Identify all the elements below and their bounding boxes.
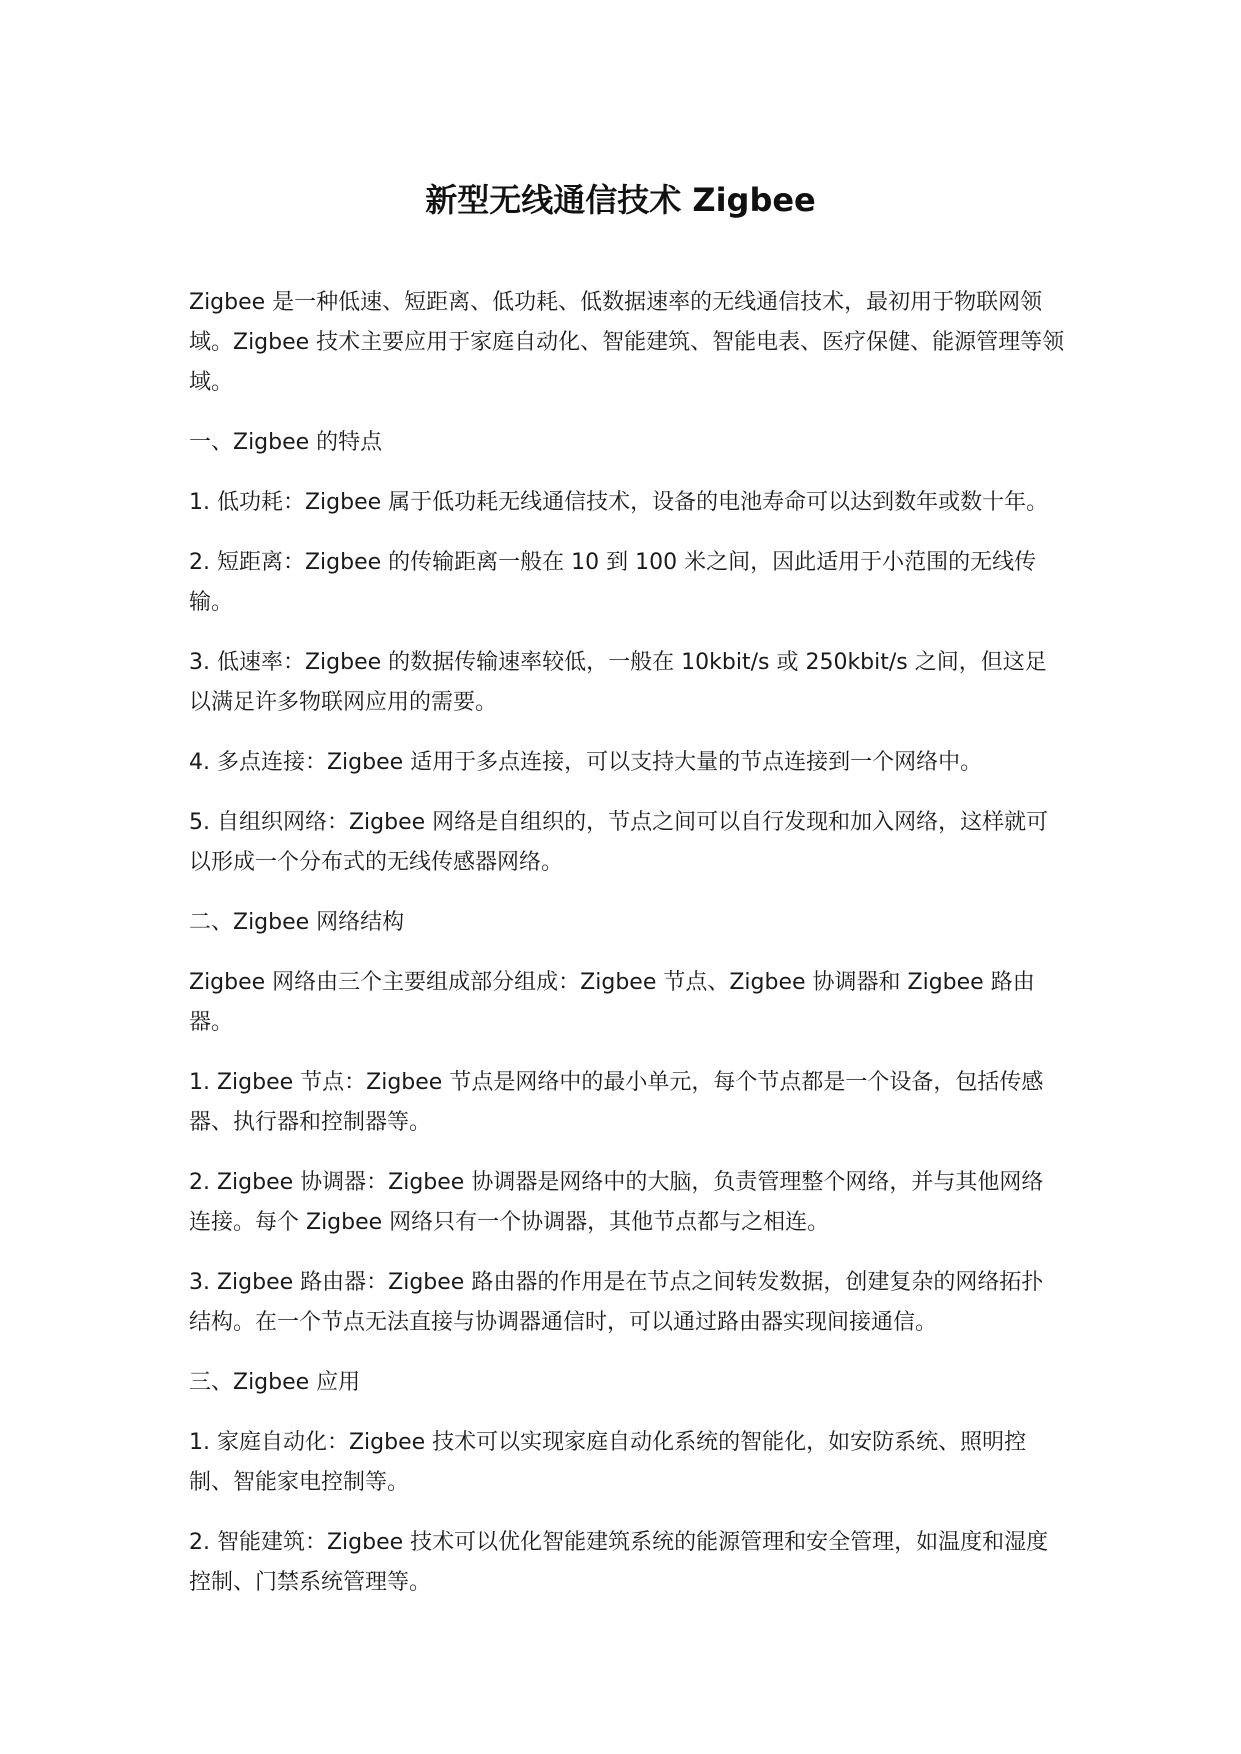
body-paragraph: Zigbee 网络由三个主要组成部分组成：Zigbee 节点、Zigbee 协调器和 Zigbee 路由器。	[189, 970, 1035, 1035]
list-item: 2. Zigbee 协调器：Zigbee 协调器是网络中的大脑，负责管理整个网络，并与其他网络连接。每个 Zigbee 网络只有一个协调器，其他节点都与之相连。	[189, 1170, 1044, 1235]
list-item: 4. 多点连接：Zigbee 适用于多点连接，可以支持大量的节点连接到一个网络中。	[189, 750, 983, 775]
list-item: 3. Zigbee 路由器：Zigbee 路由器的作用是在节点之间转发数据，创建复杂的网络拓扑结构。在一个节点无法直接与协调器通信时，可以通过路由器实现间接通信。	[189, 1270, 1044, 1335]
section-heading: 一、Zigbee 的特点	[189, 430, 383, 455]
section-heading: 三、Zigbee 应用	[189, 1370, 361, 1395]
list-item: 1. Zigbee 节点：Zigbee 节点是网络中的最小单元，每个节点都是一个设备，包括传感器、执行器和控制器等。	[189, 1070, 1044, 1135]
list-item: 5. 自组织网络：Zigbee 网络是自组织的，节点之间可以自行发现和加入网络，这样就可以形成一个分布式的无线传感器网络。	[189, 810, 1049, 875]
list-item: 1. 家庭自动化：Zigbee 技术可以实现家庭自动化系统的智能化，如安防系统、照明控制、智能家电控制等。	[189, 1430, 1027, 1495]
intro-paragraph: Zigbee 是一种低速、短距离、低功耗、低数据速率的无线通信技术，最初用于物联网领域。Zigbee 技术主要应用于家庭自动化、智能建筑、智能电表、医疗保健、能源管理等领域。	[189, 290, 1065, 395]
list-item: 1. 低功耗：Zigbee 属于低功耗无线通信技术，设备的电池寿命可以达到数年或数十年。	[189, 490, 1049, 515]
list-item: 2. 智能建筑：Zigbee 技术可以优化智能建筑系统的能源管理和安全管理，如温度和湿度控制、门禁系统管理等。	[189, 1530, 1049, 1595]
list-item: 2. 短距离：Zigbee 的传输距离一般在 10 到 100 米之间，因此适用于小范围的无线传输。	[189, 550, 1037, 615]
section-heading: 二、Zigbee 网络结构	[189, 910, 405, 935]
document-title: 新型无线通信技术 Zigbee	[425, 181, 816, 219]
document-body	[189, 283, 1065, 1623]
list-item: 3. 低速率：Zigbee 的数据传输速率较低，一般在 10kbit/s 或 250kbit/s 之间，但这足以满足许多物联网应用的需要。	[189, 650, 1047, 715]
